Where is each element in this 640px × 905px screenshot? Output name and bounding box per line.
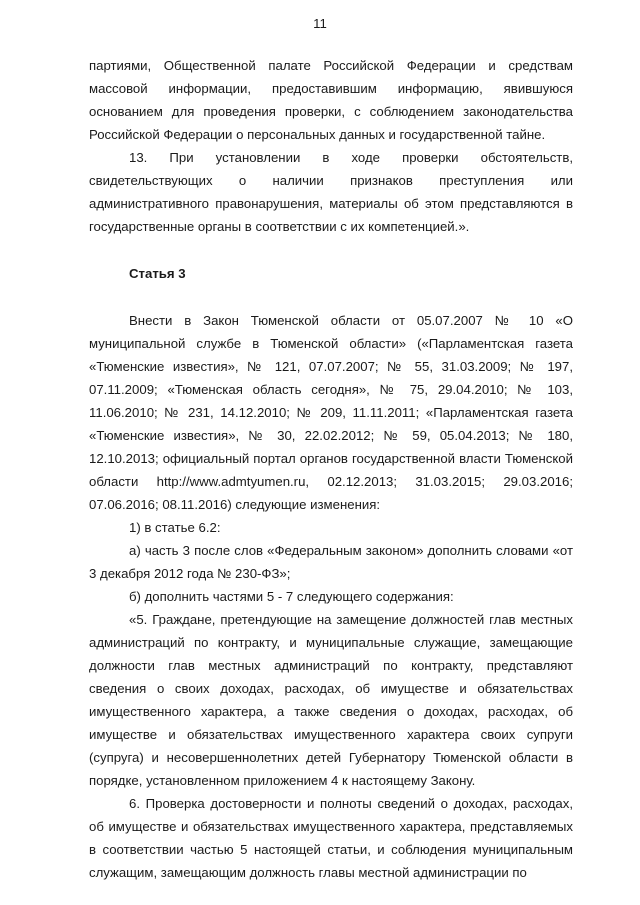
- page-number: 11: [313, 16, 327, 31]
- article-heading: Статья 3: [129, 266, 186, 281]
- paragraph-subpoint-b: б) дополнить частями 5 - 7 следующего содержания:: [129, 589, 454, 604]
- spacer: [89, 238, 573, 262]
- paragraph-continuation: партиями, Общественной палате Российской Федерации и средствам массовой информации, предоставившим информацию, явившуюся основанием для проведения проверки, с соблюдением законодательства Российской Федерации о персональных данных и государственной тайне.: [89, 58, 573, 142]
- paragraph-part-5: «5. Граждане, претендующие на замещение должностей глав местных администраций по контракту, и муниципальные служащие, замещающие должности глав местных администраций по контракту, представляют сведения о своих доходах, расходах, об имуществе и обязательствах имущественного характера, а также сведения о доходах, расходах, об имуществе и обязательствах имущественного характера своих супруги (супруга) и несовершеннолетних детей Губернатору Тюменской области в порядке, установленном приложением 4 к настоящему Закону.: [89, 612, 573, 788]
- paragraph-item-13: 13. При установлении в ходе проверки обстоятельств, свидетельствующих о наличии признаков преступления или административного правонарушения, материалы об этом представляются в государственные органы в соответствии с их компетенцией.».: [89, 150, 573, 234]
- paragraph-point-1: 1) в статье 6.2:: [129, 520, 221, 535]
- document-body: [89, 54, 573, 884]
- paragraph-amendment-intro: Внести в Закон Тюменской области от 05.07.2007 № 10 «О муниципальной службе в Тюменской области» («Парламентская газета «Тюменские известия», № 121, 07.07.2007; № 55, 31.03.2009; № 197, 07.11.2009; «Тюменская область сегодня», № 75, 29.04.2010; № 103, 11.06.2010; № 231, 14.12.2010; № 209, 11.11.2011; «Парламентская газета «Тюменские известия», № 30, 22.02.2012; № 59, 05.04.2013; № 180, 12.10.2013; официальный портал органов государственной власти Тюменской области http://www.admtyumen.ru, 02.12.2013; 31.03.2015; 29.03.2016; 07.06.2016; 08.11.2016) следующие изменения:: [89, 313, 573, 512]
- paragraph-subpoint-a: а) часть 3 после слов «Федеральным законом» дополнить словами «от 3 декабря 2012 года № 230-ФЗ»;: [89, 543, 573, 581]
- paragraph-part-6: 6. Проверка достоверности и полноты сведений о доходах, расходах, об имуществе и обязательствах имущественного характера, представляемых в соответствии частью 5 настоящей статьи, и соблюдения муниципальным служащим, замещающим должность главы местной администрации по: [89, 796, 573, 880]
- spacer: [89, 285, 573, 309]
